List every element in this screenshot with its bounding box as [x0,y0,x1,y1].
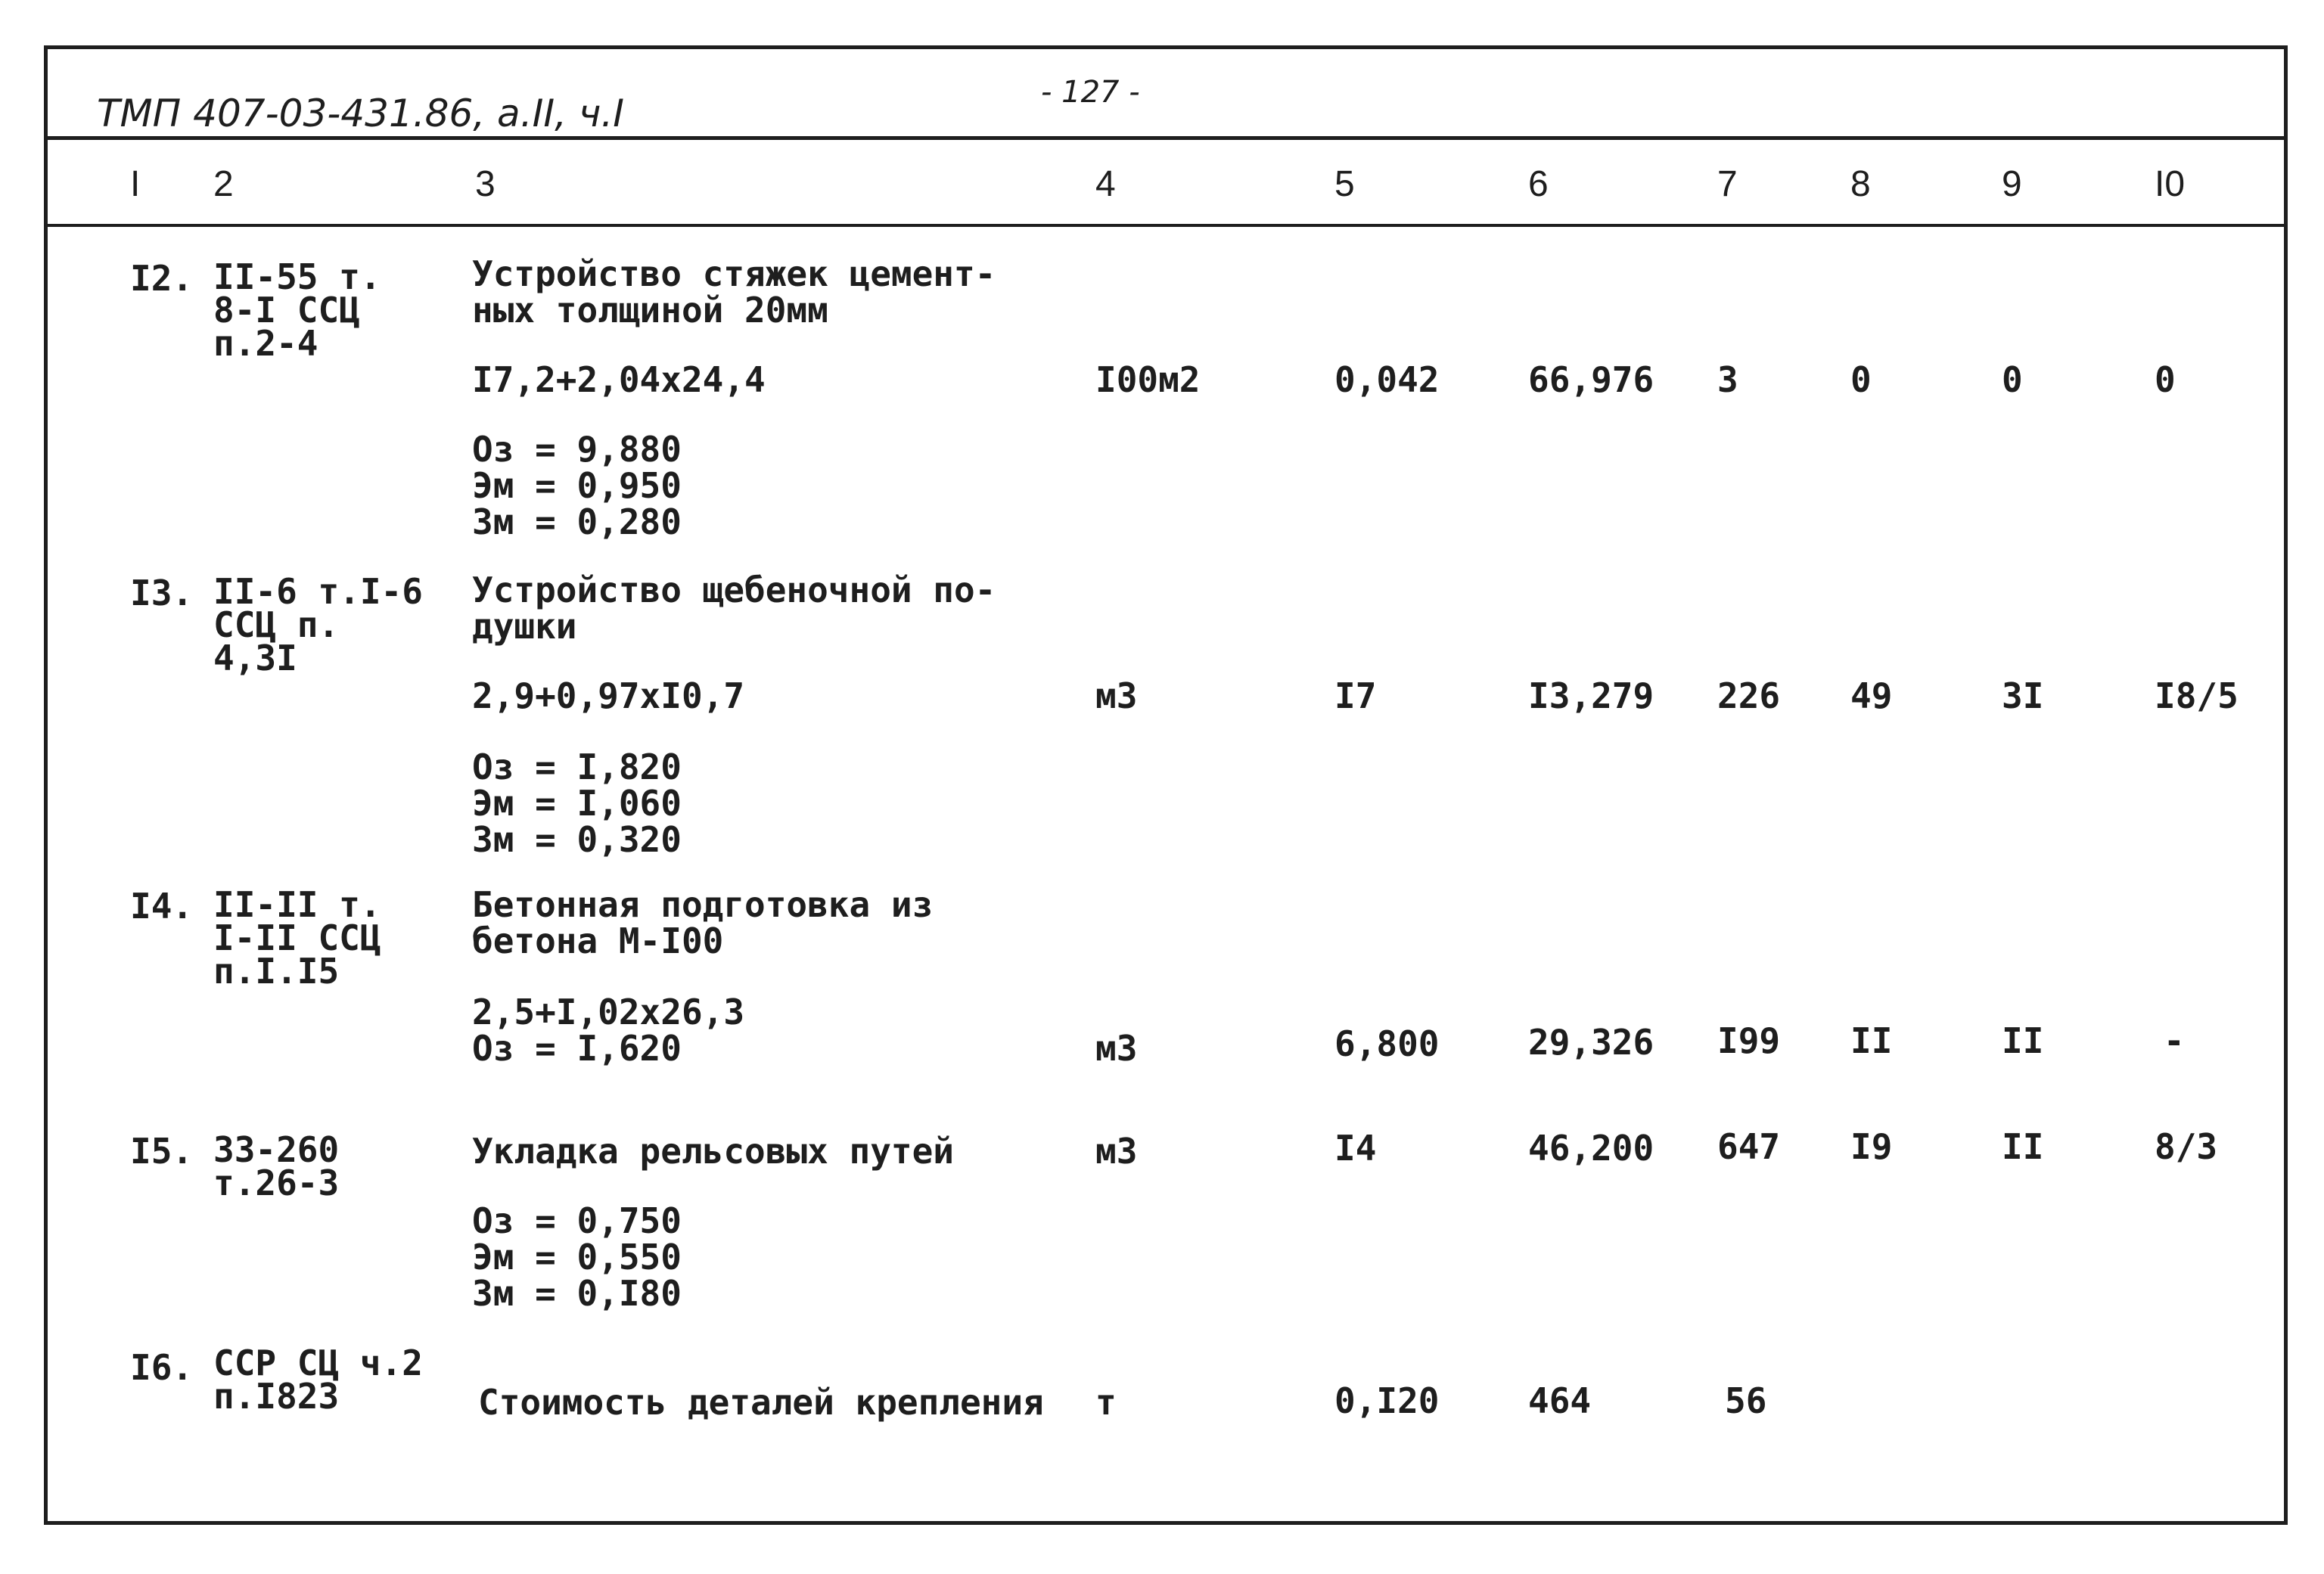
cell-col6: 46,200 [1528,1128,1654,1169]
cell-col10: 0 [2155,359,2176,400]
cell-col6: I3,279 [1528,675,1654,716]
page-number: - 127 - [1041,75,1140,110]
norm-reference: 33-260 т.26-3 [213,1129,340,1203]
cell-col8: II [1850,1020,1893,1061]
col-header-9: 9 [2002,164,2022,204]
row-number: I4. [130,886,194,927]
work-description: Укладка рельсовых путей [472,1131,954,1172]
cell-col10: I8/5 [2155,675,2239,716]
work-description: Стоимость деталей крепления [478,1382,1044,1423]
work-description: Бетонная подготовка из бетона М-I00 [472,884,934,961]
cell-col5: I7 [1334,675,1377,716]
document-code: ТМП 407-03-431.86, а.II, ч.I [97,92,625,135]
row-number: I3. [130,573,194,613]
norm-reference: II-II т. I-II ССЦ п.I.I5 [213,884,381,992]
header-rule [45,136,2286,140]
coefficients: Оз = I,820 Эм = I,060 Зм = 0,320 [472,747,682,860]
cell-col9: II [2002,1020,2044,1061]
col-header-2: 2 [213,164,234,204]
col-header-8: 8 [1850,164,1871,204]
coefficients: Оз = 9,880 Эм = 0,950 Зм = 0,280 [472,429,682,542]
cell-col7: 3 [1717,359,1738,400]
volume-calculation: 2,5+I,02х26,3 Оз = I,620 [472,992,745,1069]
col-header-7: 7 [1717,164,1738,204]
cell-col7: 647 [1717,1126,1781,1167]
cell-col10: 8/3 [2155,1126,2218,1167]
norm-reference: ССР СЦ ч.2 п.I823 [213,1343,423,1417]
unit: I00м2 [1095,359,1201,400]
cell-col7: 56 [1725,1380,1767,1421]
row-number: I2. [130,258,194,299]
unit: т [1095,1382,1117,1423]
row-number: I6. [130,1347,194,1388]
volume-calculation: I7,2+2,04х24,4 [472,359,766,400]
cell-col6: 66,976 [1528,359,1654,400]
cell-col7: I99 [1717,1020,1781,1061]
volume-calculation: 2,9+0,97хI0,7 [472,675,745,716]
cell-col8: I9 [1850,1126,1893,1167]
cell-col5: 0,042 [1334,359,1440,400]
col-header-3: 3 [475,164,496,204]
cell-col9: 3I [2002,675,2044,716]
norm-reference: II-55 т. 8-I ССЦ п.2-4 [213,256,381,364]
unit: м3 [1095,1131,1138,1172]
norm-reference: II-6 т.I-6 ССЦ п. 4,3I [213,571,423,678]
col-header-4: 4 [1095,164,1116,204]
cell-col8: 49 [1850,675,1893,716]
row-number: I5. [130,1131,194,1172]
cell-col8: 0 [1850,359,1872,400]
cell-col9: 0 [2002,359,2023,400]
unit: м3 [1095,1028,1138,1069]
cell-col6: 29,326 [1528,1022,1654,1063]
cell-col5: 0,I20 [1334,1380,1440,1421]
col-header-10: I0 [2155,164,2186,204]
cell-col7: 226 [1717,675,1781,716]
unit: м3 [1095,675,1138,716]
column-header-rule [45,224,2286,227]
col-header-1: I [130,164,141,204]
col-header-6: 6 [1528,164,1549,204]
coefficients: Оз = 0,750 Эм = 0,550 Зм = 0,I80 [472,1200,682,1314]
cell-col5: I4 [1334,1128,1377,1169]
cell-col9: II [2002,1126,2044,1167]
cell-col10: - [2164,1020,2185,1061]
work-description: Устройство стяжек цемент- ных толщиной 20мм [472,253,996,331]
col-header-5: 5 [1334,164,1355,204]
work-description: Устройство щебеночной по- душки [472,570,996,647]
cell-col6: 464 [1528,1380,1592,1421]
cell-col5: 6,800 [1334,1023,1440,1064]
